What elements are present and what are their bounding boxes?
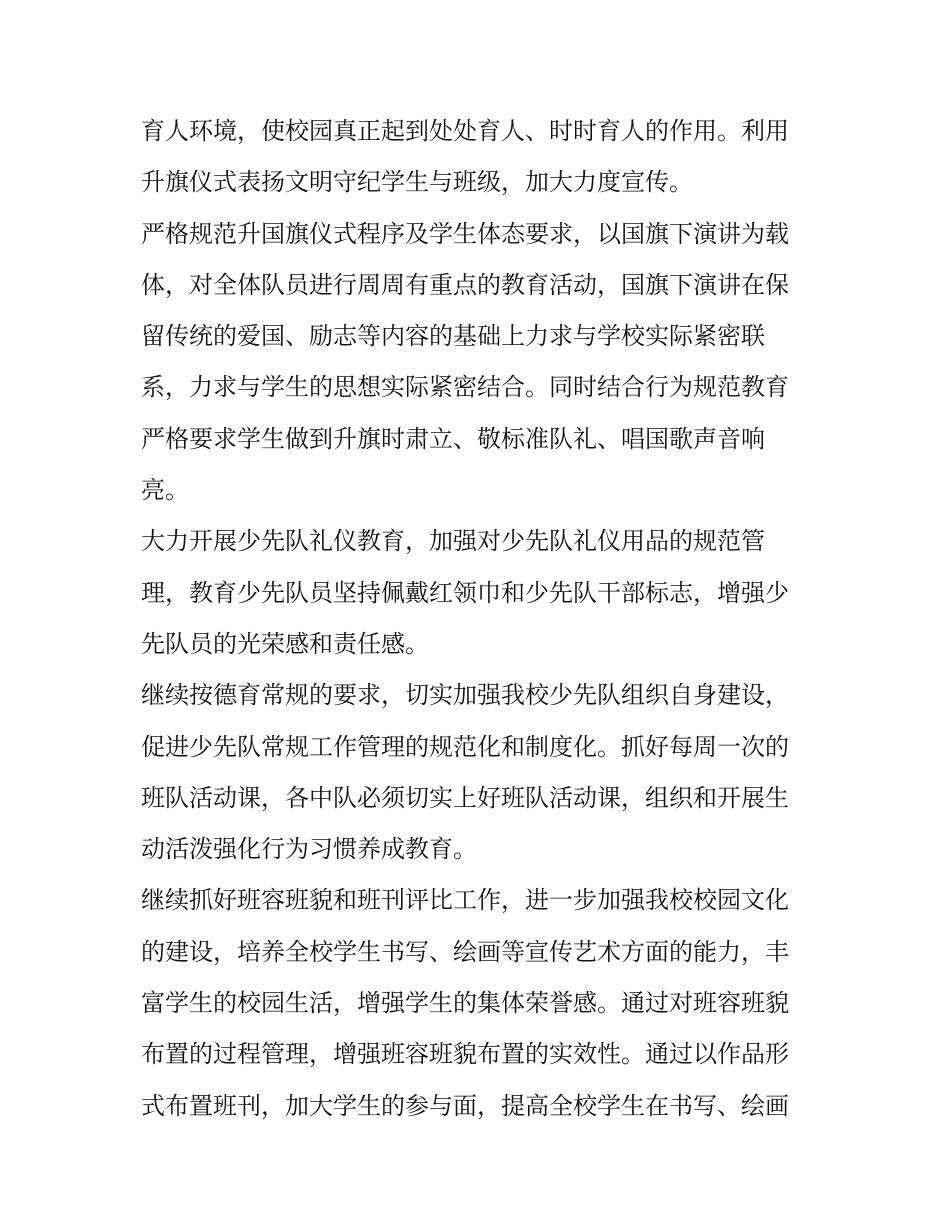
text-line: 系，力求与学生的思想实际紧密结合。同时结合行为规范教育 [141,373,789,402]
paragraph-4 [141,670,813,875]
text-line: 育人环境，使校园真正起到处处育人、时时育人的作用。利用 [141,117,789,145]
text-line: 式布置班刊，加大学生的参与面，提高全校学生在书写、绘画 [141,1091,789,1120]
paragraph-2 [141,209,813,517]
text-line: 严格规范升国旗仪式程序及学生体态要求，以国旗下演讲为载 [141,219,789,248]
paragraph-3 [141,516,813,670]
paragraph-5 [141,875,813,1131]
text-line: 体，对全体队员进行周周有重点的教育活动，国旗下演讲在保 [141,270,789,299]
text-line: 严格要求学生做到升旗时肃立、敬标准队礼、唱国歌声音响 [141,424,765,453]
text-line: 亮。 [141,476,189,505]
text-line: 富学生的校园生活，增强学生的集体荣誉感。通过对班容班貌 [141,989,789,1018]
text-line: 先队员的光荣感和责任感。 [141,629,429,658]
text-line: 促进少先队常规工作管理的规范化和制度化。抓好每周一次的 [141,732,789,761]
text-line: 继续按德育常规的要求，切实加强我校少先队组织自身建设， [141,681,789,710]
text-line: 布置的过程管理，增强班容班貌布置的实效性。通过以作品形 [141,1040,789,1069]
text-line: 大力开展少先队礼仪教育，加强对少先队礼仪用品的规范管 [141,527,765,556]
document-body [141,106,813,1132]
text-line: 继续抓好班容班貌和班刊评比工作，进一步加强我校校园文化 [141,886,789,915]
text-line: 的建设，培养全校学生书写、绘画等宣传艺术方面的能力，丰 [141,937,789,966]
text-line: 升旗仪式表扬文明守纪学生与班级，加大力度宣传。 [141,168,693,197]
text-line: 理，教育少先队员坚持佩戴红领巾和少先队干部标志，增强少 [141,578,789,607]
text-line: 班队活动课，各中队必须切实上好班队活动课，组织和开展生 [141,783,789,812]
text-line: 留传统的爱国、励志等内容的基础上力求与学校实际紧密联 [141,322,765,351]
text-line: 动活泼强化行为习惯养成教育。 [141,835,477,864]
paragraph-1 [141,106,813,209]
